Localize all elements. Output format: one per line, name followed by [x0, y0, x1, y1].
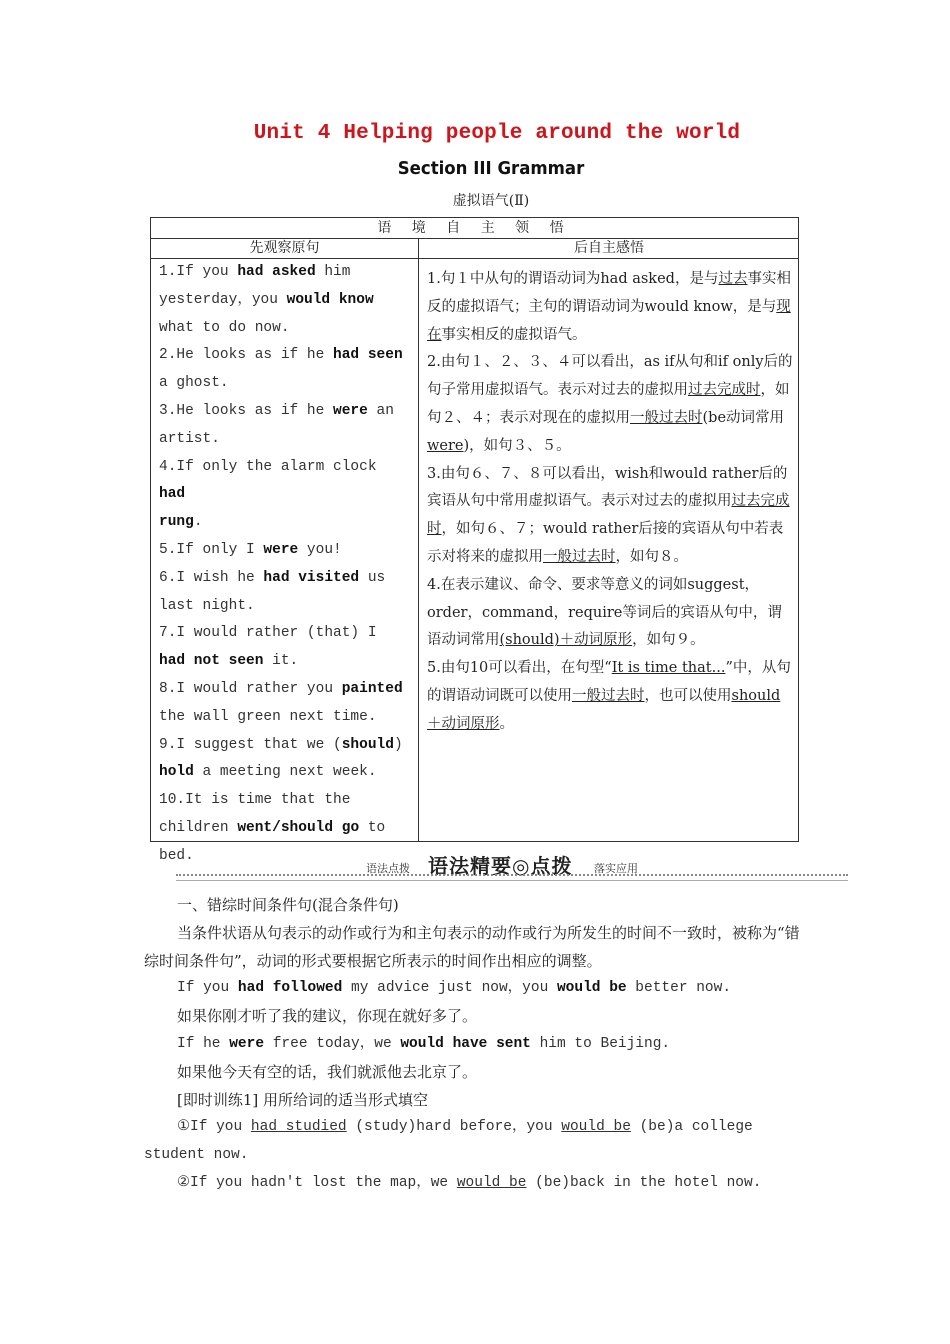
section-banner	[176, 848, 848, 880]
unit-title: Unit 4 Helping people around the world	[253, 122, 741, 145]
insights	[427, 266, 793, 739]
column-divider	[418, 239, 419, 841]
banner-right: 落实应用	[594, 862, 638, 875]
sentence-7: 7.I would rather (that) I had not seen it.	[159, 625, 377, 670]
sentence-2: 2.He looks as if he had seen a ghost.	[159, 347, 403, 392]
section-title: Section III Grammar	[397, 158, 585, 179]
banner-rule	[176, 874, 848, 881]
subtitle: 虚拟语气(Ⅱ)	[452, 193, 530, 209]
context-table	[150, 217, 799, 864]
banner-left: 语法点拨	[366, 862, 410, 875]
insight-2: 2.由句１、２、３、４可以看出，as if从句和if only后的句子常用虚拟语气。表示对过去的虚拟用过去完成时，如句２、４；表示对现在的虚拟用一般过去时(be动词常用were)，如句３、５。	[427, 354, 793, 454]
sentence-9: 9.I suggest that we (should) hold a meeting next week.	[159, 736, 403, 781]
example-2-cn: 如果他今天有空的话，我们就派他去北京了。	[177, 1062, 478, 1081]
practice-2: ②If you hadn't lost the map，we would be (be)back in the hotel now.	[177, 1174, 762, 1191]
practice-1: ①If you had studied (study)hard before，you would be (be)a college student now.	[144, 1119, 753, 1164]
example-1-cn: 如果你刚才听了我的建议，你现在就好多了。	[177, 1007, 478, 1026]
col-right-header: 后自主感悟	[574, 240, 644, 256]
insight-3: 3.由句６、７、８可以看出，wish和would rather后的宾语从句中常用虚拟语气。表示对过去的虚拟用过去完成时，如句６、７；would rather后接的宾语从句中若表示对将来的虚拟用一般过去时，如句８。	[427, 465, 790, 565]
col-left-header: 先观察原句	[249, 240, 320, 256]
sentence-3: 3.He looks as if he were an artist.	[159, 402, 394, 447]
sentence-1: 1.If you had asked him yesterday，you would know what to do now.	[159, 264, 374, 336]
paragraph: 当条件状语从句表示的动作或行为和主句表示的动作或行为所发生的时间不一致时，被称为“错综时间条件句”，动词的形式要根据它所表示的时间作出相应的调整。	[144, 923, 800, 970]
heading: 一、错综时间条件句(混合条件句)	[177, 896, 399, 914]
sentence-8: 8.I would rather you painted the wall green next time.	[159, 680, 403, 725]
insight-4: 4.在表示建议、命令、要求等意义的词如suggest，order，command，require等词后的宾语从句中，谓语动词常用(should)＋动词原形，如句９。	[427, 576, 782, 649]
sentence-5: 5.If only I were you!	[159, 541, 342, 558]
example-1-en: If you had followed my advice just now，you would be better now.	[177, 980, 732, 997]
column-headers	[151, 239, 798, 259]
insight-1: 1.句１中从句的谓语动词为had asked，是与过去事实相反的虚拟语气；主句的谓语动词为would know，是与现在事实相反的虚拟语气。	[427, 271, 791, 343]
example-2-en: If he were free today，we would have sent him to Beijing.	[177, 1035, 671, 1052]
insight-5: 5.由句10可以看出，在句型“It is time that...”中，从句的谓语动词既可以使用一般过去时，也可以使用should＋动词原形。	[427, 660, 791, 732]
grammar-body	[144, 892, 810, 1198]
sentence-6: 6.I wish he had visited us last night.	[159, 569, 386, 614]
sentence-4: 4.If only the alarm clock had rung.	[159, 458, 377, 531]
table-header: 语 境 自 主 领 悟	[151, 218, 798, 239]
practice-title: [即时训练1] 用所给词的适当形式填空	[177, 1090, 429, 1109]
banner-main: 语法精要◎点拨	[428, 854, 573, 878]
example-sentences	[159, 259, 411, 871]
sentence-10: 10.It is time that the children went/should go to bed.	[159, 792, 386, 864]
